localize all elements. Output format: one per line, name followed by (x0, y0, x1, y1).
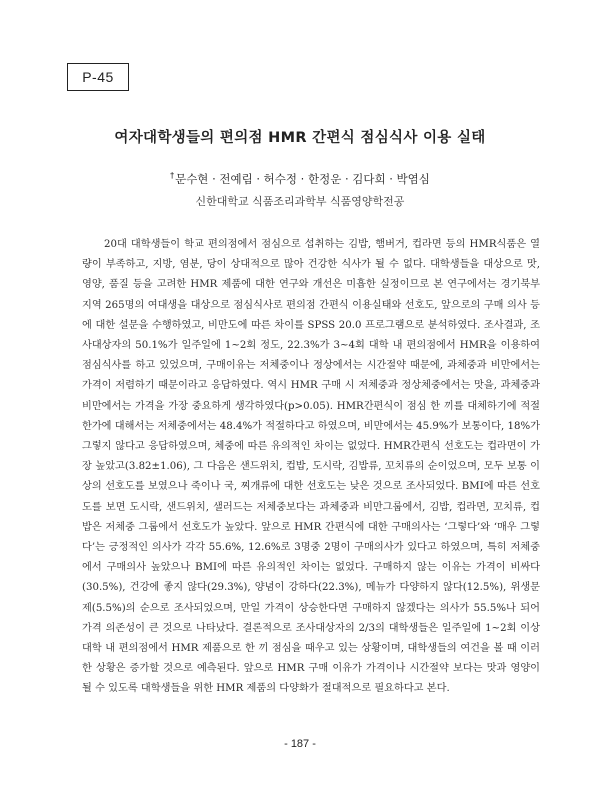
page-number: - 187 - (284, 738, 316, 750)
corresponding-author-marker: † (170, 171, 175, 180)
author-list (0, 171, 600, 187)
author-names: 문수현 · 전예림 · 허수정 · 한정운 · 김다희 · 박염심 (175, 172, 430, 186)
paper-title: 여자대학생들의 편의점 HMR 간편식 점심식사 이용 실태 (114, 130, 486, 146)
affiliation: 신한대학교 식품조리과학부 식품영양학전공 (195, 195, 405, 208)
abstract-body: 20대 대학생들이 학교 편의점에서 점심으로 섭취하는 김밥, 햄버거, 컵라면 등의 HMR식품은 열량이 부족하고, 지방, 염분, 당이 상대적으로 많아 건강한 식사가 될 수 없다. 대학생들을 대상으로 맛, 영양, 품질 등을 고려한 HMR 제품에 대한 연구와 개선은 미흡한 실정이므로 본 연구에서는 경기북부 지역 265명의 여대생을 대상으로 점심식사로 편의점 간편식 이용실태와 선호도, 앞으로의 구매 의사 등에 대한 설문을 수행하였고, 비만도에 따른 차이를 SPSS 20.0 프로그램으로 분석하였다. 조사결과, 조사대상자의 50.1%가 일주일에 1~2회 정도, 22.3%가 3~4회 대학 내 편의점에서 HMR을 이용하여 점심식사를 하고 있었으며, 구매이유는 저체중이나 정상에서는 시간절약 때문에, 과체중과 비만에서는 가격이 저렴하기 때문이라고 응답하였다. 역시 HMR 구매 시 저체중과 정상체중에서는 맛을, 과체중과 비만에서는 가격을 가장 중요하게 생각하였다(p>0.05). HMR간편식이 점심 한 끼를 대체하기에 적절한가에 대해서는 저체중에서는 48.4%가 적절하다고 하였으며, 비만에서는 45.9%가 보통이다, 18%가 그렇지 않다고 응답하였으며, 체중에 따른 유의적인 차이는 없었다. HMR간편식 선호도는 컵라면이 가장 높았고(3.82±1.06), 그 다음은 샌드위치, 컵밥, 도시락, 김밥류, 꼬치류의 순이었으며, 모두 보통 이상의 선호도를 보였으나 죽이나 국, 찌개류에 대한 선호도는 낮은 것으로 조사되었다. BMI에 따른 선호도를 보면 도시락, 샌드위치, 샐러드는 저체중보다는 과체중과 비만그룹에서, 김밥, 컵라면, 꼬치류, 컵밥은 저체중 그룹에서 선호도가 높았다. 앞으로 HMR 간편식에 대한 구매의사는 ‘그렇다’와 ‘매우 그렇다’는 긍정적인 의사가 각각 55.6%, 12.6%로 3명중 2명이 구매의사가 있다고 하였으며, 특히 저체중에서 구매의사 높았으나 BMI에 따른 유의적인 차이는 없었다. 구매하지 않는 이유는 가격이 비싸다(30.5%), 건강에 좋지 않다(29.3%), 양념이 강하다(22.3%), 메뉴가 다양하지 않다(12.5%), 위생문제(5.5%)의 순으로 조사되었으며, 만일 가격이 상승한다면 구매하지 않겠다는 의사가 55.5%나 되어 가격 의존성이 큰 것으로 나타났다. 결론적으로 조사대상자의 2/3의 대학생들은 일주일에 1~2회 이상 대학 내 편의점에서 HMR 제품으로 한 끼 점심을 때우고 있는 상황이며, 대학생들의 여건을 볼 때 이러한 상황은 증가할 것으로 예측된다. 앞으로 HMR 구매 이유가 가격이나 시간절약 보다는 맛과 영양이 될 수 있도록 대학생들을 위한 HMR 제품의 다양화가 절대적으로 필요하다고 본다. (82, 239, 540, 695)
poster-code-box: P-45 (67, 63, 129, 91)
